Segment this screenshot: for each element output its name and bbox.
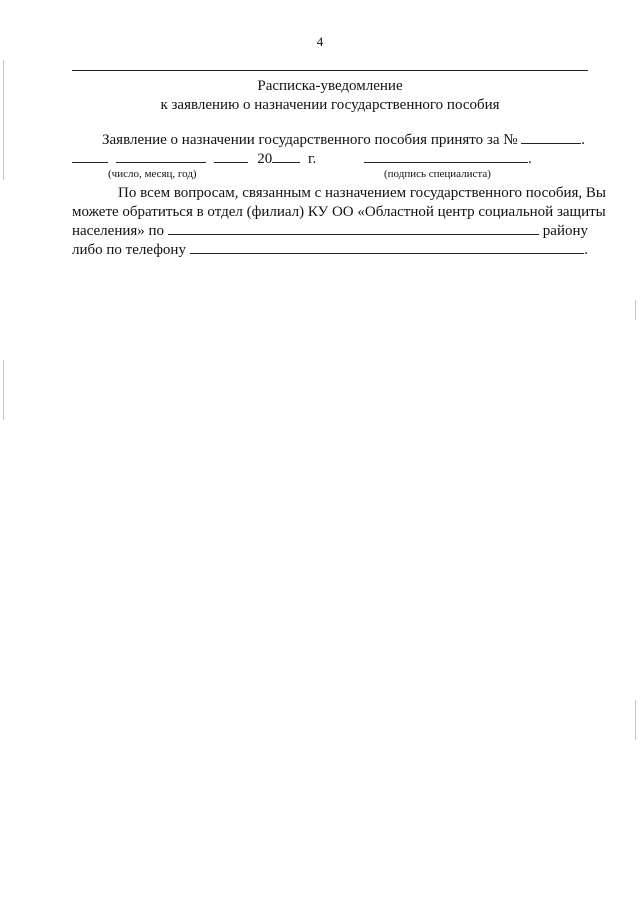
date-year-field[interactable]: [272, 150, 300, 163]
phone-label: либо по телефону: [72, 242, 186, 258]
header-rule: [72, 70, 588, 71]
signature-caption: (подпись специалиста): [384, 168, 491, 180]
application-number-field[interactable]: [521, 131, 581, 144]
date-day-field[interactable]: [72, 150, 108, 163]
district-suffix: району: [542, 223, 588, 239]
phone-field[interactable]: [190, 241, 584, 254]
phone-end: .: [584, 242, 588, 258]
paragraph-line-3: [72, 222, 588, 241]
page-number: 4: [316, 34, 324, 49]
statement-end: .: [581, 132, 586, 148]
statement-line: [72, 131, 588, 150]
signature-end: .: [527, 151, 532, 167]
year-prefix: 20: [257, 151, 273, 167]
title-line-2: к заявлению о назначении государственного пособия: [160, 97, 500, 113]
paragraph-line-2: можете обратиться в отдел (филиал) КУ ОО «Областной центр социальной защиты: [72, 204, 606, 220]
year-suffix: г.: [308, 151, 317, 167]
district-field[interactable]: [168, 222, 539, 235]
date-caption: (число, месяц, год): [108, 168, 197, 180]
scan-edge-left-lower: [3, 360, 4, 420]
scan-edge-right: [635, 300, 636, 320]
title-line-1: Расписка-уведомление: [257, 78, 403, 94]
statement-text: Заявление о назначении государственного пособия принято за №: [102, 132, 518, 148]
date-signature-line: [72, 150, 588, 169]
scan-edge-right-lower: [635, 700, 636, 740]
paragraph-line-4: [72, 241, 588, 260]
date-extra-field[interactable]: [214, 150, 248, 163]
date-month-field[interactable]: [116, 150, 206, 163]
district-label: населения» по: [72, 223, 165, 239]
specialist-signature-field[interactable]: [364, 150, 528, 163]
document-title: [72, 77, 588, 115]
paragraph-line-1: По всем вопросам, связанным с назначением государственного пособия, Вы: [118, 185, 606, 201]
scan-edge-left: [3, 60, 4, 180]
